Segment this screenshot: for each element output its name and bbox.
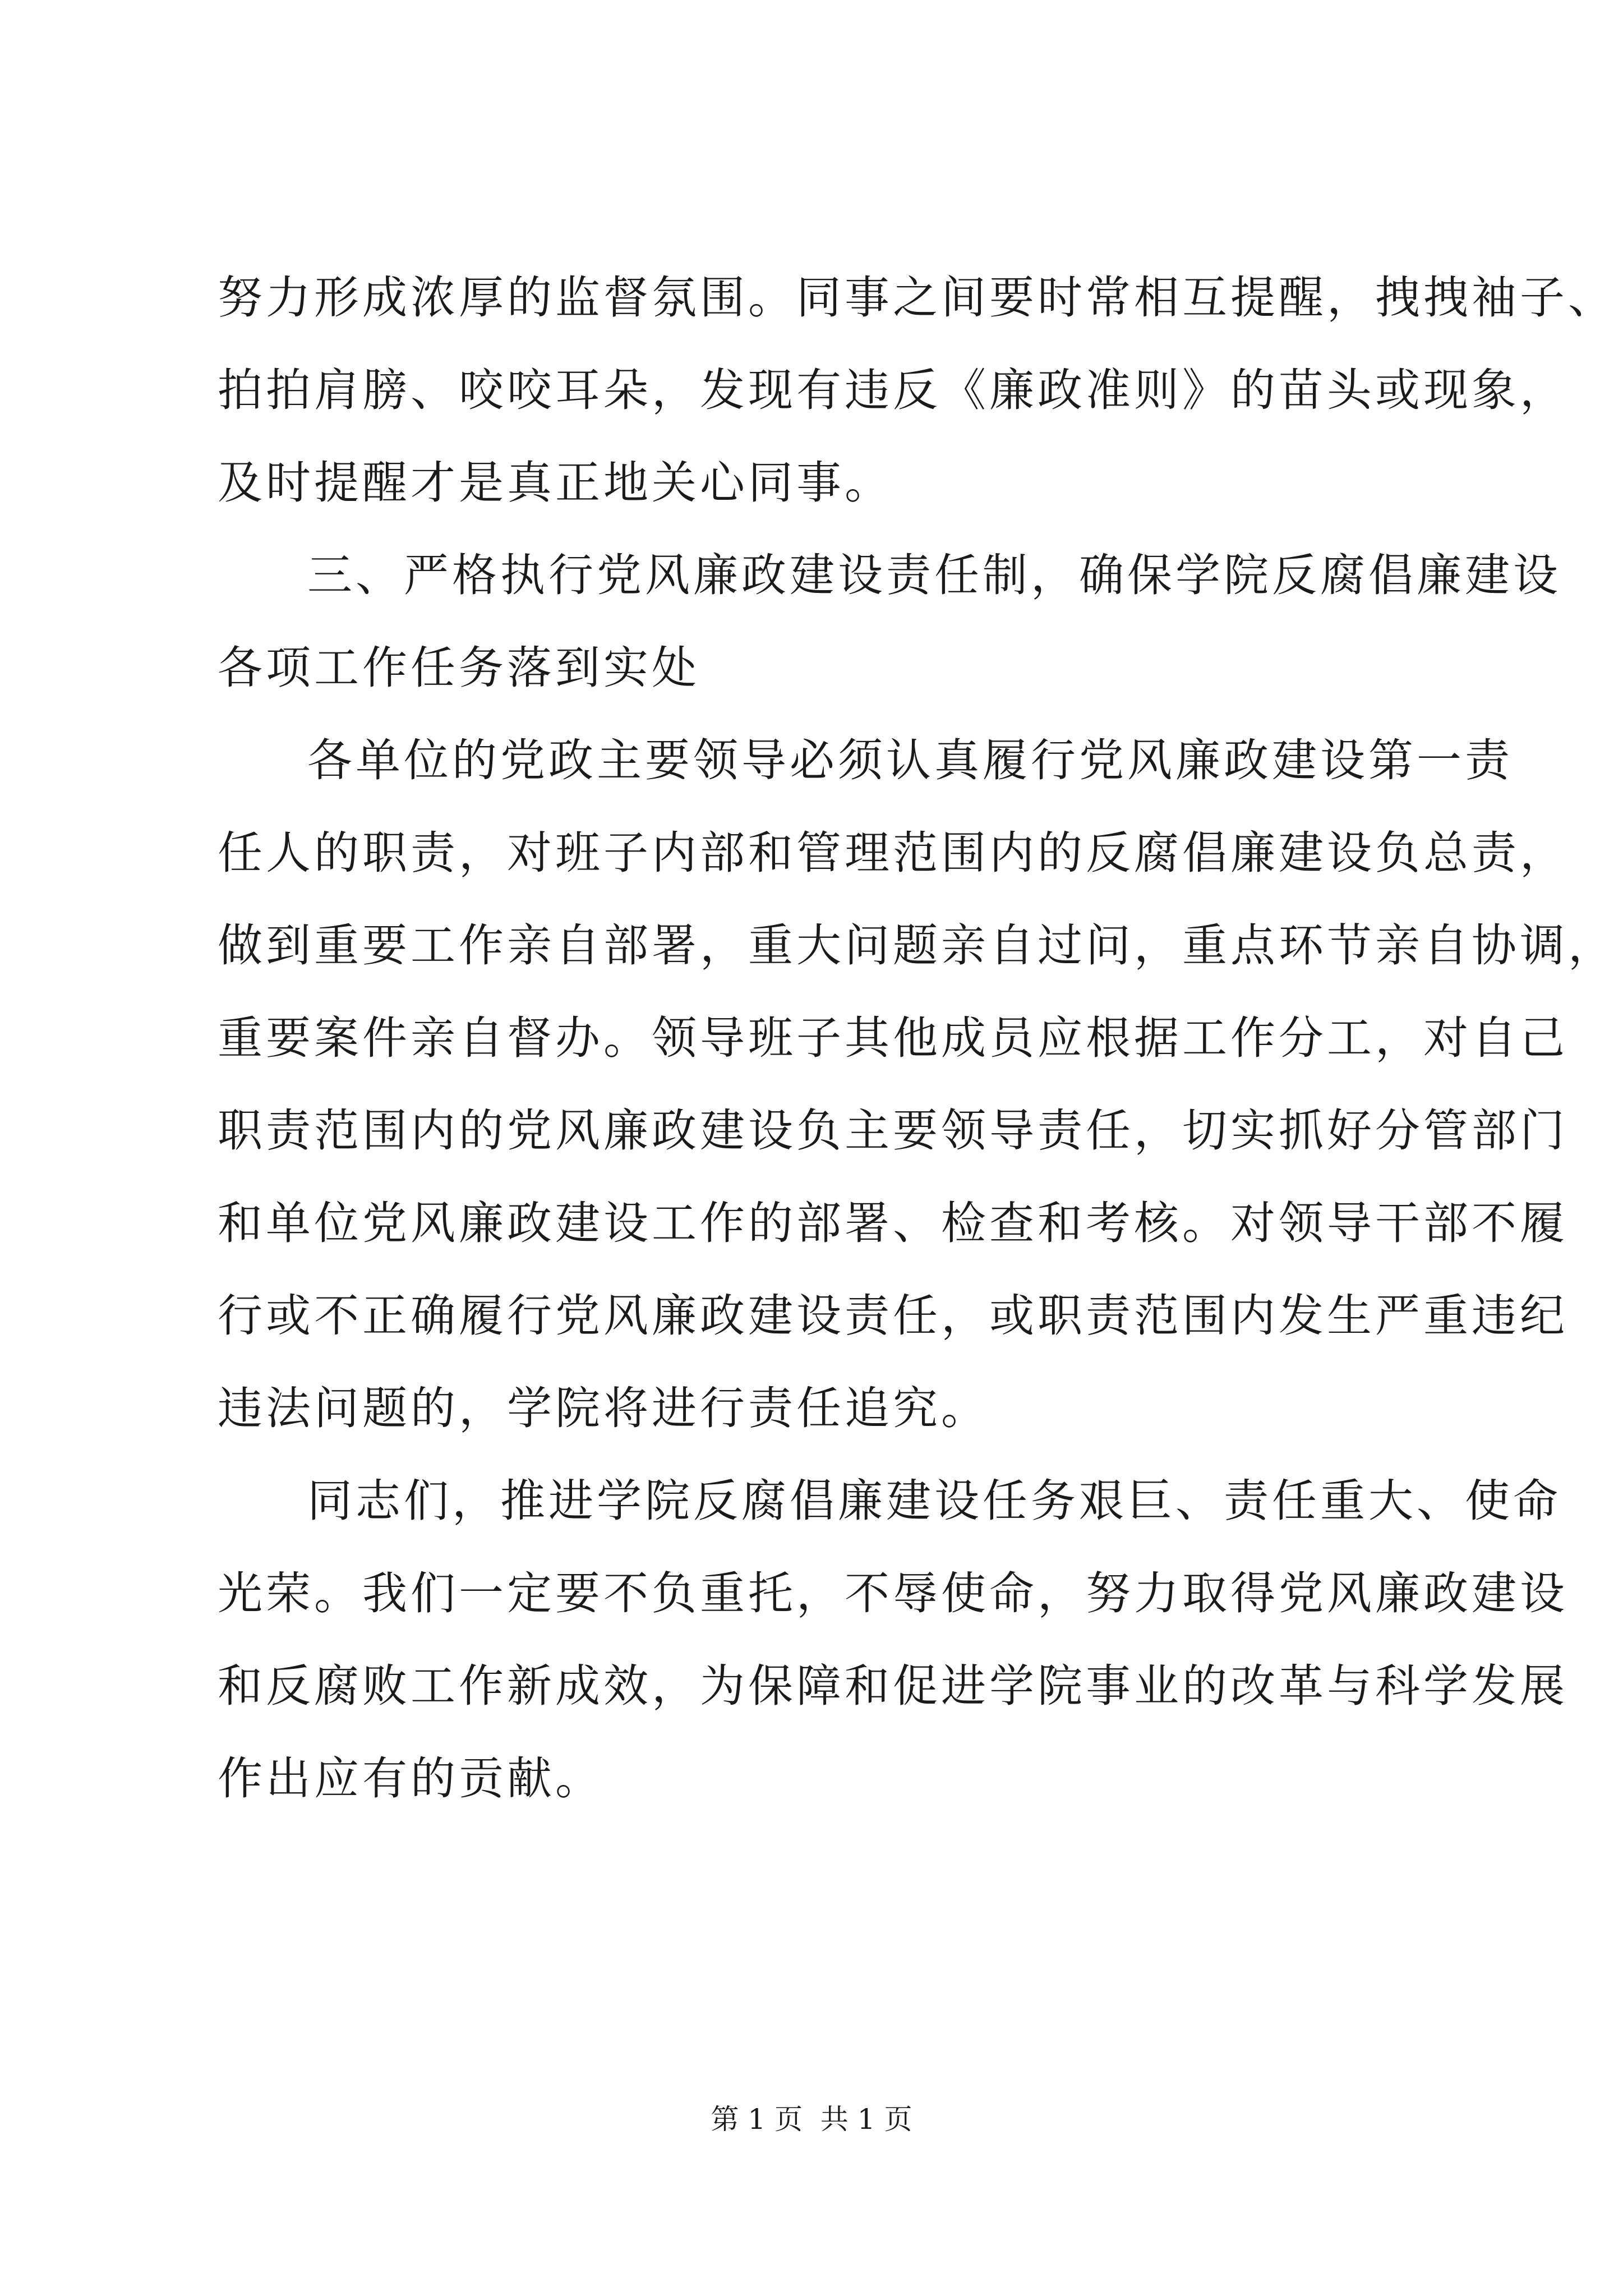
text-line: 重要案件亲自督办。领导班子其他成员应根据工作分工，对自己 — [218, 1012, 1568, 1064]
text-line: 作出应有的贡献。 — [218, 1752, 603, 1805]
text-line: 做到重要工作亲自部署，重大问题亲自过问，重点环节亲自协调， — [218, 919, 1616, 972]
document-body — [218, 251, 1616, 1825]
paragraph-continuation — [218, 251, 1616, 529]
text-line: 和单位党风廉政建设工作的部署、检查和考核。对领导干部不履 — [218, 1197, 1568, 1249]
page-number-footer: 第 1 页 共 1 页 — [711, 2103, 912, 2136]
text-line: 任人的职责，对班子内部和管理范围内的反腐倡廉建设负总责， — [218, 827, 1568, 879]
text-line: 违法问题的，学院将进行责任追究。 — [218, 1382, 989, 1434]
heading-line: 三、严格执行党风廉政建设责任制，确保学院反腐倡廉建设 — [307, 549, 1561, 601]
text-line: 行或不正确履行党风廉政建设责任，或职责范围内发生严重违纪 — [218, 1290, 1568, 1342]
text-line: 及时提醒才是真正地关心同事。 — [218, 457, 893, 509]
heading-line: 各项工作任务落到实处 — [218, 642, 700, 694]
text-line: 同志们，推进学院反腐倡廉建设任务艰巨、责任重大、使命 — [307, 1475, 1561, 1527]
paragraph-responsibility — [218, 714, 1616, 1455]
paragraph-closing — [218, 1455, 1568, 1825]
text-line: 光荣。我们一定要不负重托，不辱使命，努力取得党风廉政建设 — [218, 1567, 1568, 1619]
text-line: 职责范围内的党风廉政建设负主要领导责任，切实抓好分管部门 — [218, 1105, 1568, 1157]
section-heading-three — [218, 529, 1561, 714]
text-line: 和反腐败工作新成效，为保障和促进学院事业的改革与科学发展 — [218, 1660, 1568, 1712]
text-line: 努力形成浓厚的监督氛围。同事之间要时常相互提醒，拽拽袖子、 — [218, 272, 1616, 324]
text-line: 拍拍肩膀、咬咬耳朵，发现有违反《廉政准则》的苗头或现象， — [218, 364, 1568, 416]
text-line: 各单位的党政主要领导必须认真履行党风廉政建设第一责 — [307, 734, 1513, 786]
